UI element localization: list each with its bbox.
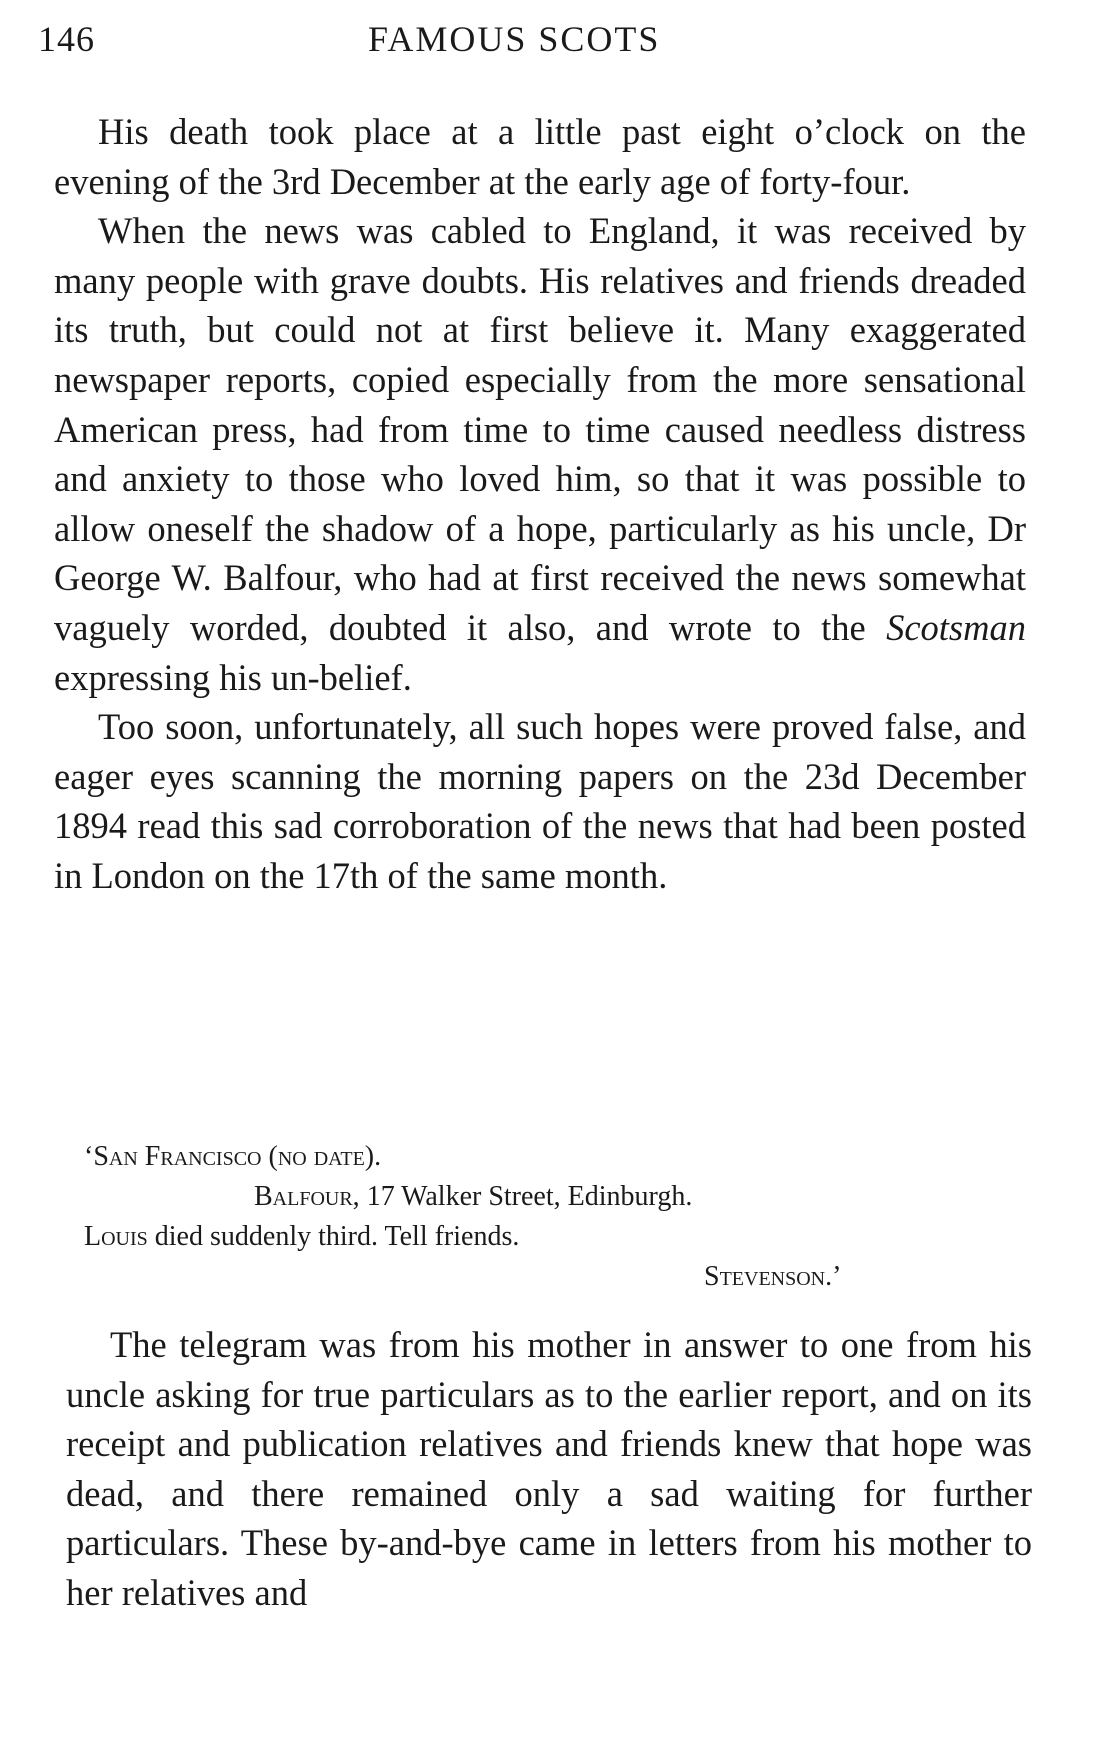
telegram-origin: ‘San Francisco (no date). [84,1141,382,1172]
running-head: FAMOUS SCOTS [368,19,661,59]
telegram-message [84,1217,984,1257]
body-text-lower [66,1320,1032,1618]
telegram-message-text: died suddenly third. Tell friends. [147,1221,520,1252]
body-text-upper [54,107,1026,901]
paragraph-news-text-before: When the news was cabled to England, it was received by many people with grave doubts. His relatives and friends dreaded its truth, but could not at first believe it. Many exaggerated newspaper reports, copied especially from the more sensational American press, had from time to time caused needless distress and anxiety to those who loved him, so that it was possible to allow oneself the shadow of a hope, particularly as his uncle, Dr George W. Balfour, who had at first received the news somewhat vaguely worded, doubted it also, and wrote to the [54,210,1026,648]
newspaper-title: Scotsman [886,606,1026,648]
paragraph-news-cabled [54,206,1026,702]
telegram-quote [84,1137,984,1297]
telegram-address-text: 17 Walker Street, Edinburgh. [359,1181,693,1212]
paragraph-hopes-false: Too soon, unfortunately, all such hopes were proved false, and eager eyes scanning the morning papers on the 23d December 1894 read this sad corroboration of the news that had been posted in London on the 17th of the same month. [54,706,1026,896]
paragraph-death: His death took place at a little past eight o’clock on the evening of the 3rd December at the early age of forty-four. [54,111,1026,202]
telegram-recipient: Balfour, [254,1181,360,1212]
telegram-address [84,1177,984,1217]
page-header [38,18,1048,68]
page-number: 146 [38,19,95,59]
paragraph-news-text-after: expressing his un-belief. [54,656,412,698]
telegram-signature: Stevenson.’ [704,1261,842,1292]
telegram-subject-name: Louis [84,1221,148,1252]
paragraph-telegram-explanation: The telegram was from his mother in answer to one from his uncle asking for true particulars as to the earlier report, and on its receipt and publication relatives and friends knew that hope was dead, and there remained only a sad waiting for further particulars. These by-and-bye came in letters from his mother to her relatives and [66,1324,1032,1613]
